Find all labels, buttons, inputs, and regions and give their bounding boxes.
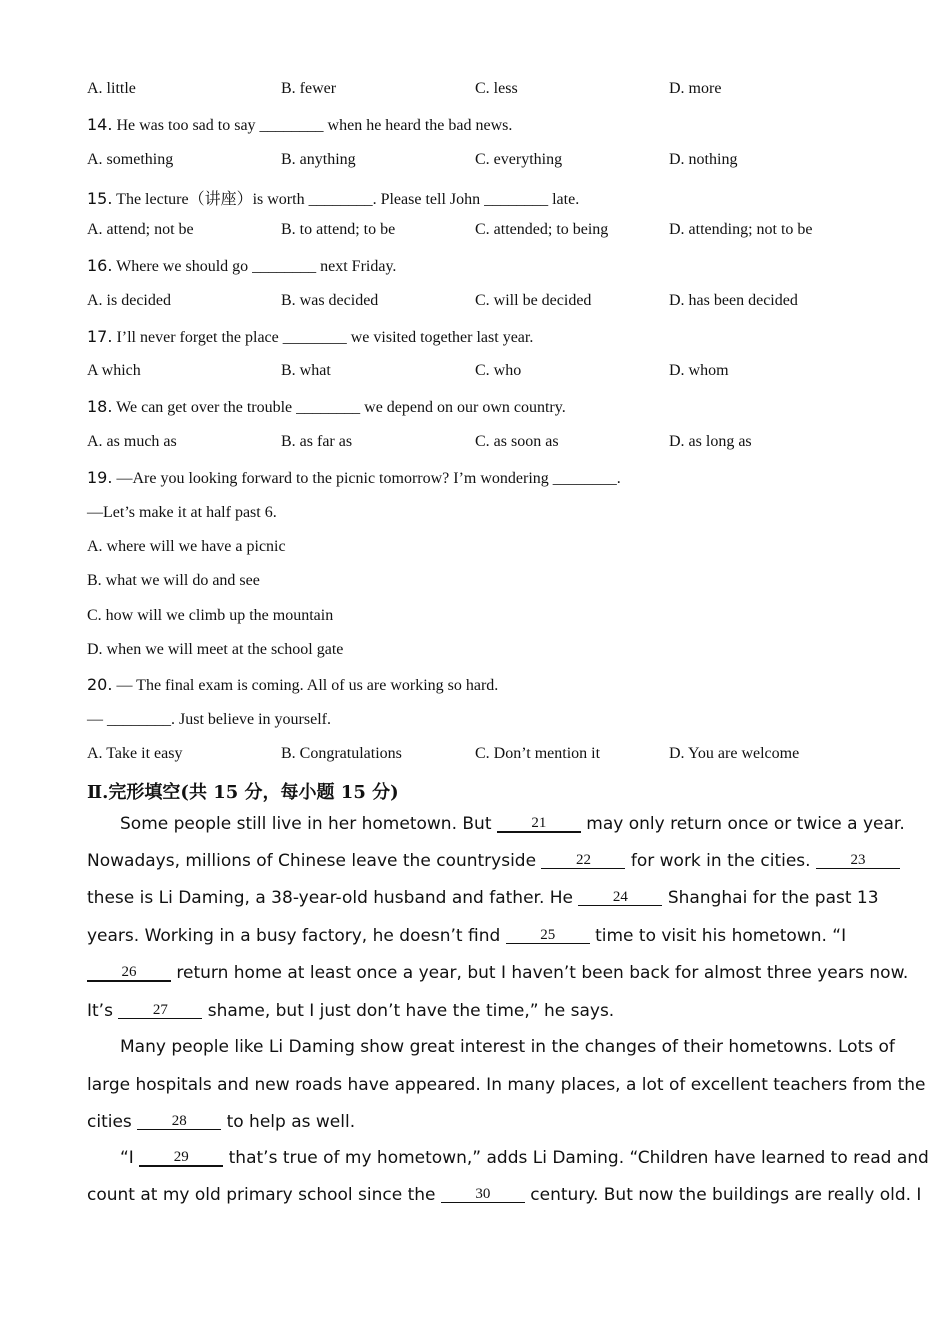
option-b: B. what xyxy=(281,362,331,379)
option-a: A. attend; not be xyxy=(87,221,194,238)
passage-line-5 xyxy=(87,963,909,983)
question-14 xyxy=(87,115,512,135)
blank-22: 22 xyxy=(541,852,625,869)
passage-line-7: Many people like Li Daming show great interest in the changes of their hometowns. Lots of xyxy=(120,1037,895,1057)
passage-text: Shanghai for the past 13 xyxy=(662,888,879,908)
option-d: D. You are welcome xyxy=(669,745,800,762)
passage-text: Nowadays, millions of Chinese leave the countryside xyxy=(87,851,542,871)
option-a: A which xyxy=(87,362,141,379)
blank-21: 21 xyxy=(497,815,581,833)
option-c: C. who xyxy=(475,362,522,379)
q13-options xyxy=(87,80,887,102)
question-number: 15. xyxy=(87,189,113,208)
question-17 xyxy=(87,327,533,347)
q19-reply: —Let’s make it at half past 6. xyxy=(87,504,277,521)
passage-line-6 xyxy=(87,1001,867,1021)
q16-options xyxy=(87,292,887,314)
passage-text: century. But now the buildings are really old. I xyxy=(524,1185,922,1205)
passage-text: It’s xyxy=(87,1001,119,1021)
option-c: C. attended; to being xyxy=(475,221,609,238)
option-c: C. will be decided xyxy=(475,292,592,309)
option-d: D. nothing xyxy=(669,151,738,168)
option-b: B. to attend; to be xyxy=(281,221,396,238)
passage-line-10 xyxy=(87,1148,929,1168)
option-d: D. whom xyxy=(669,362,729,379)
question-20 xyxy=(87,675,498,695)
option-d: D. has been decided xyxy=(669,292,798,309)
option-b: B. anything xyxy=(281,151,356,168)
option-c: C. everything xyxy=(475,151,563,168)
blank-28: 28 xyxy=(137,1113,221,1130)
option-b: B. Congratulations xyxy=(281,745,402,762)
passage-text: that’s true of my hometown,” adds Li Daming. “Children have learned to read and xyxy=(223,1148,929,1168)
passage-text: “I xyxy=(120,1148,140,1168)
option-a: A. as much as xyxy=(87,433,177,450)
q19-option-a: A. where will we have a picnic xyxy=(87,538,286,555)
passage-line-11 xyxy=(87,1185,922,1205)
option-d: D. as long as xyxy=(669,433,752,450)
question-18 xyxy=(87,397,566,417)
q18-options xyxy=(87,433,887,455)
section-title: Ⅱ.完形填空(共 15 分，每小题 15 分) xyxy=(87,782,399,803)
question-16 xyxy=(87,256,396,276)
question-number: 19. xyxy=(87,468,113,487)
q19-option-d: D. when we will meet at the school gate xyxy=(87,641,344,658)
option-b: B. fewer xyxy=(281,80,337,97)
question-text: Where we should go ________ next Friday. xyxy=(116,258,397,275)
option-c: C. less xyxy=(475,80,518,97)
passage-line-8: large hospitals and new roads have appeared. In many places, a lot of excellent teachers from the xyxy=(87,1075,926,1095)
option-a: A. something xyxy=(87,151,174,168)
passage-line-4 xyxy=(87,926,867,946)
option-b: B. as far as xyxy=(281,433,353,450)
option-d: D. more xyxy=(669,80,722,97)
option-a: A. little xyxy=(87,80,136,97)
question-text: We can get over the trouble ________ we depend on our own country. xyxy=(116,399,566,416)
q19-option-b: B. what we will do and see xyxy=(87,572,260,589)
question-number: 16. xyxy=(87,256,113,275)
passage-line-9 xyxy=(87,1112,867,1132)
blank-24: 24 xyxy=(578,889,662,906)
q20-options xyxy=(87,745,887,767)
option-c: C. as soon as xyxy=(475,433,559,450)
option-a: A. Take it easy xyxy=(87,745,183,762)
passage-text: return home at least once a year, but I haven’t been back for almost three years now. xyxy=(171,963,909,983)
question-number: 17. xyxy=(87,327,113,346)
passage-line-3 xyxy=(87,888,879,908)
passage-text: shame, but I just don’t have the time,” he says. xyxy=(202,1001,615,1021)
option-b: B. was decided xyxy=(281,292,379,309)
option-a: A. is decided xyxy=(87,292,171,309)
question-number: 14. xyxy=(87,115,113,134)
passage-text: these is Li Daming, a 38-year-old husband and father. He xyxy=(87,888,579,908)
question-15 xyxy=(87,186,579,209)
passage-text: count at my old primary school since the xyxy=(87,1185,441,1205)
question-text: I’ll never forget the place ________ we visited together last year. xyxy=(116,329,534,346)
passage-text: may only return once or twice a year. xyxy=(580,814,905,834)
passage-text: cities xyxy=(87,1112,138,1132)
q17-options xyxy=(87,362,887,384)
passage-text: Some people still live in her hometown. But xyxy=(120,814,497,834)
passage-text: time to visit his hometown. “I xyxy=(589,926,847,946)
q15-options xyxy=(87,221,887,243)
blank-23: 23 xyxy=(816,852,900,869)
blank-26: 26 xyxy=(87,964,171,982)
passage-line-2 xyxy=(87,851,867,871)
blank-27: 27 xyxy=(118,1002,202,1019)
question-text: — The final exam is coming. All of us are working so hard. xyxy=(116,677,499,694)
blank-29: 29 xyxy=(139,1149,223,1167)
passage-line-1 xyxy=(87,814,905,834)
option-c: C. Don’t mention it xyxy=(475,745,601,762)
q19-option-c: C. how will we climb up the mountain xyxy=(87,607,334,624)
question-text: —Are you looking forward to the picnic tomorrow? I’m wondering ________. xyxy=(116,470,621,487)
question-number: 18. xyxy=(87,397,113,416)
q14-options xyxy=(87,151,887,173)
blank-25: 25 xyxy=(506,927,590,944)
option-d: D. attending; not to be xyxy=(669,221,813,238)
q20-reply: — ________. Just believe in yourself. xyxy=(87,711,331,728)
passage-text: to help as well. xyxy=(221,1112,356,1132)
passage-text: for work in the cities. xyxy=(625,851,816,871)
passage-text: years. Working in a busy factory, he doesn’t find xyxy=(87,926,506,946)
question-19 xyxy=(87,468,621,488)
question-number: 20. xyxy=(87,675,113,694)
question-text: He was too sad to say ________ when he heard the bad news. xyxy=(116,117,513,134)
blank-30: 30 xyxy=(441,1186,525,1203)
question-text: The lecture（讲座）is worth ________. Please tell John ________ late. xyxy=(116,191,580,208)
